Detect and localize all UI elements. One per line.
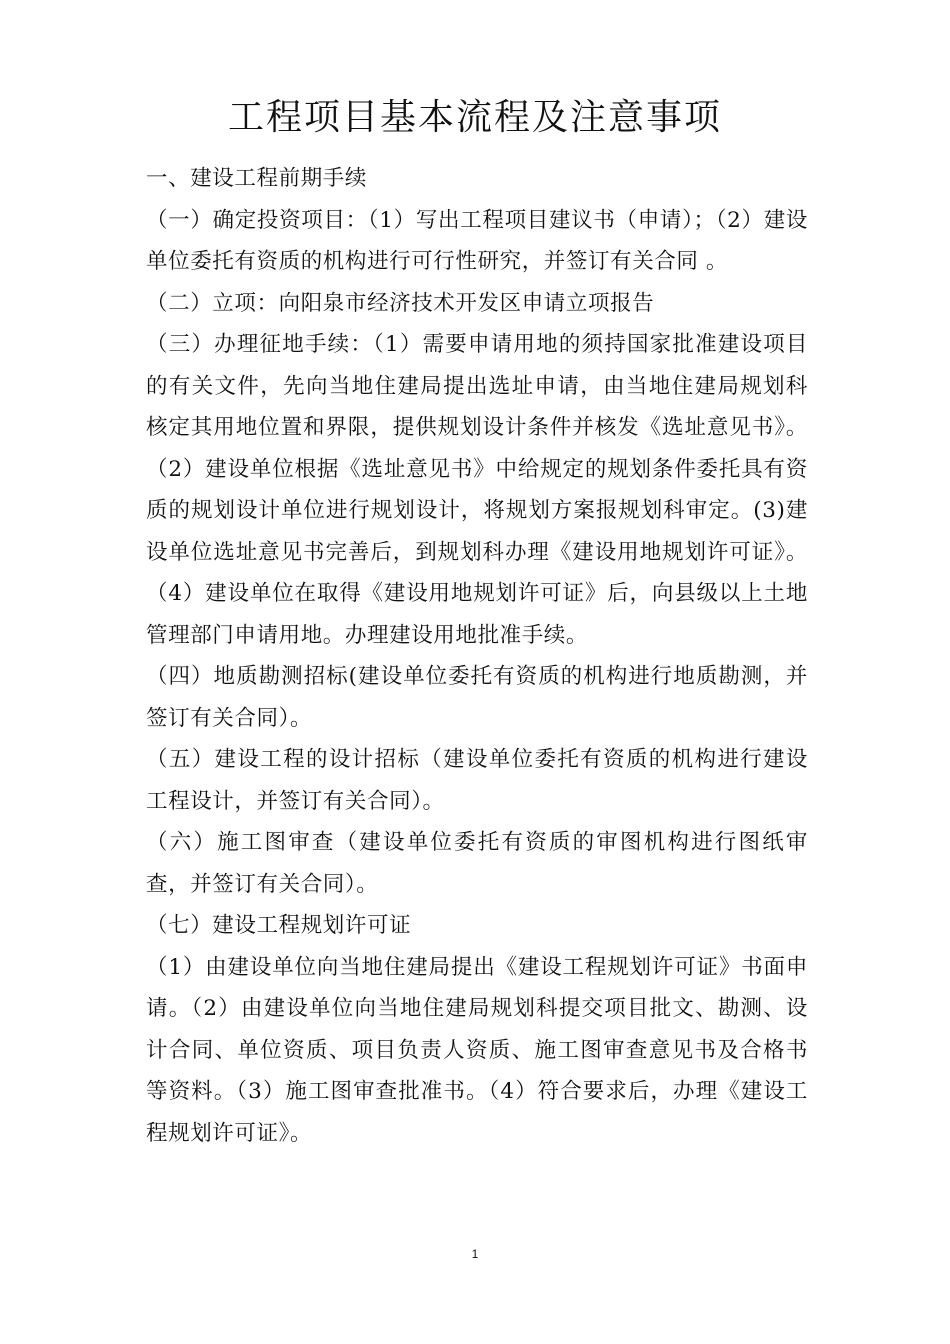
paragraph-drawing-review: （六）施工图审查（建设单位委托有资质的审图机构进行图纸审查，并签订有关合同）。 [146, 830, 808, 897]
paragraph-planning-permit-heading: （七）建设工程规划许可证 [146, 913, 412, 938]
paragraph-design-tender: （五）建设工程的设计招标（建设单位委托有资质的机构进行建设工程设计，并签订有关合同）。 [146, 747, 808, 814]
paragraph-investment-project: （一）确定投资项目：（1）写出工程项目建议书（申请）；（2）建设单位委托有资质的机构进行可行性研究，并签订有关合同 。 [146, 207, 808, 274]
paragraph-land-acquisition: （三）办理征地手续：（1）需要申请用地的须持国家批准建设项目的有关文件，先向当地住建局提出选址申请，由当地住建局规划科核定其用地位置和界限，提供规划设计条件并核发《选址意见书》。（2）建设单位根据《选址意见书》中给规定的规划条件委托具有资质的规划设计单位进行规划设计，将规划方案报规划科审定。(3)建设单位选址意见书完善后，到规划科办理《建设用地规划许可证》。（4）建设单位在取得《建设用地规划许可证》后，向县级以上土地管理部门申请用地。办理建设用地批准手续。 [146, 332, 808, 648]
page-number: 1 [471, 1247, 479, 1261]
document-title: 工程项目基本流程及注意事项 [227, 97, 722, 138]
paragraph-planning-permit-steps: （1）由建设单位向当地住建局提出《建设工程规划许可证》书面申请。（2）由建设单位向当地住建局规划科提交项目批文、勘测、设计合同、单位资质、项目负责人资质、施工图审查意见书及合格书等资料。（3）施工图审查批准书。（4）符合要求后，办理《建设工程规划许可证》。 [146, 954, 808, 1146]
section-heading-preliminary: 一、建设工程前期手续 [146, 166, 368, 191]
paragraph-project-approval: （二）立项：向阳泉市经济技术开发区申请立项报告 [146, 290, 655, 316]
paragraph-geological-survey: （四）地质勘测招标(建设单位委托有资质的机构进行地质勘测，并签订有关合同）。 [146, 664, 808, 731]
document-body [146, 158, 808, 1154]
